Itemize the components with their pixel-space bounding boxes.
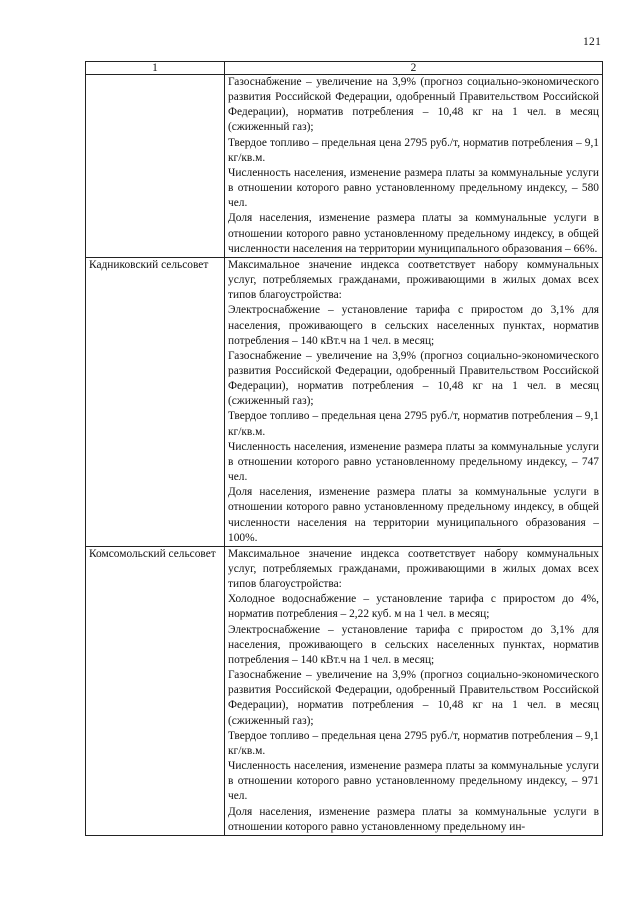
paragraph: Твердое топливо – предельная цена 2795 руб./т, норматив потребления – 9,1 кг/кв.м. xyxy=(228,410,599,438)
municipality-name xyxy=(86,75,225,258)
table-row xyxy=(86,546,603,835)
paragraph: Доля населения, изменение размера платы за коммунальные услуги в отношении которого равно установленному предельному индексу, в общей численности населения на территории муниципального образования – 66%. xyxy=(228,212,599,255)
index-description xyxy=(225,257,603,546)
table-header-row xyxy=(86,62,603,75)
page-number: 121 xyxy=(583,36,602,48)
paragraph: Доля населения, изменение размера платы за коммунальные услуги в отношении которого равно установленному предельному ин- xyxy=(228,805,599,833)
column-header-2: 2 xyxy=(225,62,603,75)
paragraph: Газоснабжение – увеличение на 3,9% (прогноз социально-экономического развития Российской Федерации, одобренный Правительством Российской Федерации), норматив потребления – 10,48 кг на 1 чел. в месяц (сжиженный газ); xyxy=(228,669,599,727)
column-header-1: 1 xyxy=(86,62,225,75)
utility-index-table xyxy=(85,61,603,836)
paragraph: Электроснабжение – установление тарифа с приростом до 3,1% для населения, проживающего в сельских населенных пунктах, норматив потребления – 140 кВт.ч на 1 чел. в месяц; xyxy=(228,304,599,347)
index-description xyxy=(225,546,603,835)
paragraph: Электроснабжение – установление тарифа с приростом до 3,1% для населения, проживающего в сельских населенных пунктах, норматив потребления – 140 кВт.ч на 1 чел. в месяц; xyxy=(228,623,599,666)
index-description xyxy=(225,75,603,258)
paragraph: Максимальное значение индекса соответствует набору коммунальных услуг, потребляемых гражданами, проживающими в жилых домах всех типов благоустройства: xyxy=(228,547,599,591)
municipality-name: Комсомольский сельсовет xyxy=(86,546,225,835)
table-row xyxy=(86,75,603,258)
municipality-name: Кадниковский сельсовет xyxy=(86,257,225,546)
paragraph: Газоснабжение – увеличение на 3,9% (прогноз социально-экономического развития Российской Федерации, одобренный Правительством Российской Федерации), норматив потребления – 10,48 кг на 1 чел. в месяц (сжиженный газ); xyxy=(228,76,599,134)
paragraph: Численность населения, изменение размера платы за коммунальные услуги в отношении которого равно установленному предельному индексу, – 971 чел. xyxy=(228,760,599,803)
paragraph: Газоснабжение – увеличение на 3,9% (прогноз социально-экономического развития Российской Федерации, одобренный Правительством Российской Федерации), норматив потребления – 10,48 кг на 1 чел. в месяц (сжиженный газ); xyxy=(228,349,599,408)
paragraph: Численность населения, изменение размера платы за коммунальные услуги в отношении которого равно установленному предельному индексу, – 580 чел. xyxy=(228,166,599,210)
paragraph: Холодное водоснабжение – установление тарифа с приростом до 4%, норматив потребления – 2,22 куб. м на 1 чел. в месяц; xyxy=(228,593,599,621)
paragraph: Твердое топливо – предельная цена 2795 руб./т, норматив потребления – 9,1 кг/кв.м. xyxy=(228,729,599,757)
paragraph: Твердое топливо – предельная цена 2795 руб./т, норматив потребления – 9,1 кг/кв.м. xyxy=(228,136,599,164)
paragraph: Численность населения, изменение размера платы за коммунальные услуги в отношении которого равно установленному предельному индексу, – 747 чел. xyxy=(228,440,599,484)
paragraph: Максимальное значение индекса соответствует набору коммунальных услуг, потребляемых гражданами, проживающими в жилых домах всех типов благоустройства: xyxy=(228,258,599,302)
table-row xyxy=(86,257,603,546)
paragraph: Доля населения, изменение размера платы за коммунальные услуги в отношении которого равно установленному предельному индексу, в общей численности населения на территории муниципального образования – 100%. xyxy=(228,486,599,544)
